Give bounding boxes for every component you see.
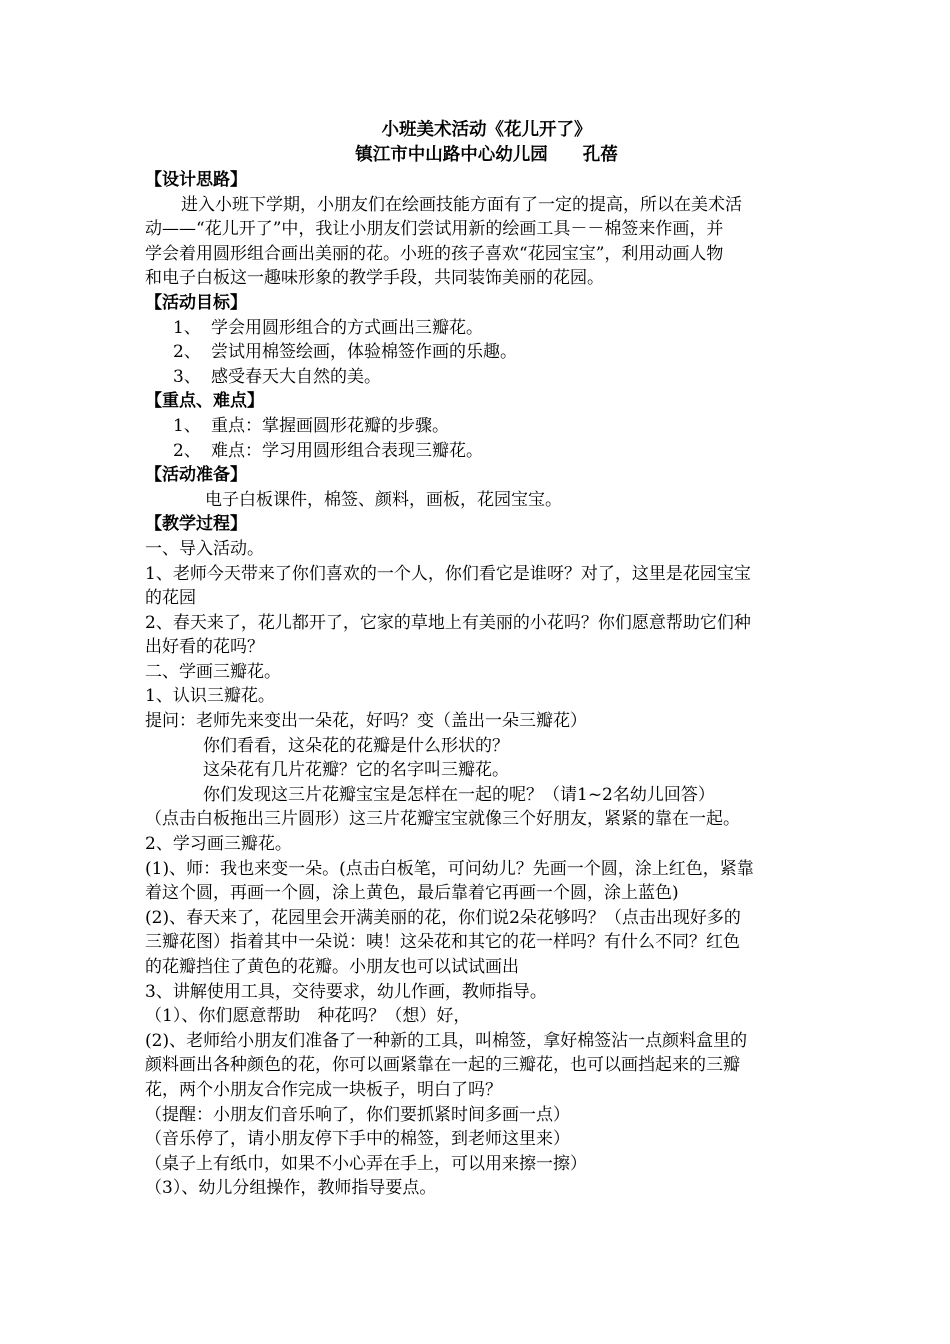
process-line: （音乐停了，请小朋友停下手中的棉签，到老师这里来） — [145, 1129, 570, 1150]
process-line: 的花瓣挡住了黄色的花瓣。小朋友也可以试试画出 — [145, 957, 519, 977]
heading-process: 【教学过程】 — [145, 514, 247, 535]
goal-item — [145, 340, 810, 365]
heading-preparation: 【活动准备】 — [145, 465, 247, 486]
goal-num: 3、 — [173, 366, 201, 387]
key-num: 1、 — [173, 415, 201, 436]
preparation-text: 电子白板课件，棉签、颜料，画板，花园宝宝。 — [205, 489, 562, 510]
key-item — [145, 414, 810, 439]
heading-goals: 【活动目标】 — [145, 292, 247, 313]
process-line: 出好看的花吗？ — [145, 637, 264, 658]
process-line: 颜料画出各种颜色的花，你可以画紧靠在一起的三瓣花，也可以画挡起来的三瓣 — [145, 1055, 740, 1076]
process-line: (2)、春天来了，花园里会开满美丽的花，你们说2朵花够吗？（点击出现好多的 — [145, 907, 741, 928]
design-line-3: 学会着用圆形组合画出美丽的花。小班的孩子喜欢“花园宝宝”，利用动画人物 — [145, 243, 724, 264]
process-sub-line: 你们看看，这朵花的花瓣是什么形状的？ — [203, 735, 509, 756]
goal-item — [145, 365, 810, 390]
process-line: 的花园 — [145, 588, 196, 609]
goal-text: 尝试用棉签绘画，体验棉签作画的乐趣。 — [211, 342, 517, 363]
key-num: 2、 — [173, 440, 201, 461]
process-sub-line: 这朵花有几片花瓣？它的名字叫三瓣花。 — [203, 760, 509, 781]
process-line: (1)、师：我也来变一朵。(点击白板笔，可问幼儿？先画一个圆，涂上红色，紧靠 — [145, 858, 754, 879]
key-item — [145, 439, 810, 464]
process-line: 1、认识三瓣花。 — [145, 686, 275, 707]
process-line: （点击白板拖出三片圆形）这三片花瓣宝宝就像三个好朋友，紧紧的靠在一起。 — [145, 809, 740, 830]
design-line-4: 和电子白板这一趣味形象的教学手段，共同装饰美丽的花园。 — [145, 268, 604, 289]
document-body — [145, 118, 810, 1201]
process-line: 三瓣花图）指着其中一朵说：咦！这朵花和其它的花一样吗？有什么不同？红色 — [145, 932, 740, 953]
process-line: 一、导入活动。 — [145, 538, 264, 559]
goal-item — [145, 316, 810, 341]
doc-author-line: 镇江市中山路中心幼儿园 孔蓓 — [355, 145, 618, 165]
process-line: （提醒：小朋友们音乐响了，你们要抓紧时间多画一点） — [145, 1104, 570, 1125]
design-line-2: 动——“花儿开了”中，我让小朋友们尝试用新的绘画工具－－棉签来作画，并 — [145, 219, 724, 240]
doc-title: 小班美术活动《花儿开了》 — [381, 120, 592, 140]
process-line: 3、讲解使用工具，交待要求，幼儿作画，教师指导。 — [145, 981, 547, 1002]
key-text: 难点：学习用圆形组合表现三瓣花。 — [211, 440, 483, 461]
process-line: 2、春天来了，花儿都开了，它家的草地上有美丽的小花吗？你们愿意帮助它们种 — [145, 612, 751, 633]
process-line: 2、学习画三瓣花。 — [145, 834, 292, 855]
process-line: （桌子上有纸巾，如果不小心弄在手上，可以用来擦一擦） — [145, 1153, 587, 1174]
process-line: （3）、幼儿分组操作，教师指导要点。 — [145, 1178, 437, 1199]
process-line: 二、学画三瓣花。 — [145, 661, 281, 682]
process-line: 提问：老师先来变出一朵花，好吗？变（盖出一朵三瓣花） — [145, 711, 587, 732]
process-line: 花，两个小朋友合作完成一块板子，明白了吗？ — [145, 1079, 502, 1100]
goal-text: 学会用圆形组合的方式画出三瓣花。 — [211, 317, 483, 338]
key-text: 重点：掌握画圆形花瓣的步骤。 — [211, 415, 449, 436]
process-sub-line: 你们发现这三片花瓣宝宝是怎样在一起的呢？（请1~2名幼儿回答） — [203, 784, 715, 805]
goal-num: 1、 — [173, 317, 201, 338]
process-line: 1、老师今天带来了你们喜欢的一个人，你们看它是谁呀？对了，这里是花园宝宝 — [145, 563, 751, 584]
goal-text: 感受春天大自然的美。 — [211, 366, 381, 387]
process-line: (2)、老师给小朋友们准备了一种新的工具，叫棉签，拿好棉签沾一点颜料盒里的 — [145, 1030, 748, 1051]
design-line-1: 进入小班下学期，小朋友们在绘画技能方面有了一定的提高，所以在美术活 — [181, 194, 742, 215]
heading-design: 【设计思路】 — [145, 170, 247, 190]
goal-num: 2、 — [173, 342, 201, 363]
process-line: 着这个圆，再画一个圆，涂上黄色，最后靠着它再画一个圆，涂上蓝色) — [145, 883, 679, 904]
process-line: （1）、你们愿意帮助 种花吗？（想）好， — [145, 1006, 471, 1027]
heading-key-points: 【重点、难点】 — [145, 391, 264, 412]
